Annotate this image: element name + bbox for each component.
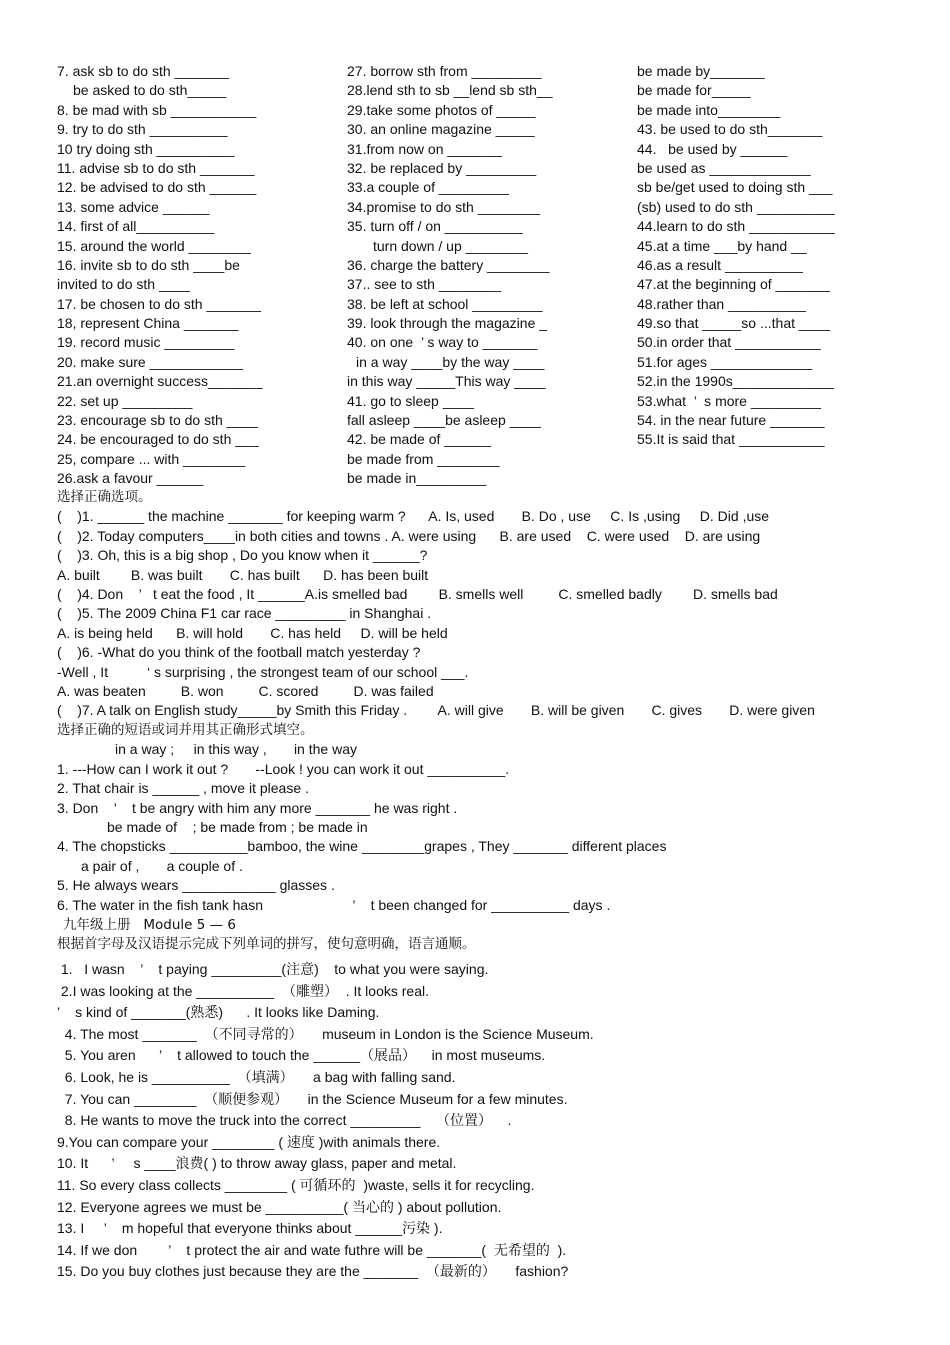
phrase-line: be asked to do sth_____ [73, 82, 227, 99]
section-heading: 选择正确的短语或词并用其正确形式填空。 [57, 722, 314, 738]
phrase-line: 28.lend sth to sb __lend sb sth__ [347, 82, 553, 99]
phrase-line: turn down / up ________ [373, 237, 528, 254]
phrase-line: 38. be left at school _________ [347, 295, 543, 312]
question-line: 15. Do you buy clothes just because they are the _______ （最新的） fashion? [57, 1263, 569, 1280]
question-line: ( )1. ______ the machine _______ for keeping warm ? A. Is, used B. Do , use C. Is ,using D. Did ,use [57, 508, 770, 525]
phrase-line: 45.at a time ___by hand __ [637, 237, 807, 254]
question-line: ’ s kind of _______(熟悉) . It looks like Daming. [57, 1004, 380, 1021]
phrase-line: 12. be advised to do sth ______ [57, 179, 257, 196]
options-line: A. built B. was built C. has built D. has been built [57, 566, 429, 583]
phrase-line: 35. turn off / on __________ [347, 218, 523, 235]
phrase-line: 17. be chosen to do sth _______ [57, 295, 261, 312]
question-line: 6. The water in the fish tank hasn ’ t been changed for __________ days . [57, 896, 611, 913]
option-phrases: a pair of , a couple of . [81, 857, 243, 874]
phrase-line: 24. be encouraged to do sth ___ [57, 431, 259, 448]
phrase-line: 26.ask a favour ______ [57, 470, 204, 487]
question-line: ( )7. A talk on English study_____by Smith this Friday . A. will give B. will be given C. gives D. were given [57, 702, 815, 719]
phrase-line: 23. encourage sb to do sth ____ [57, 412, 258, 429]
options-line: A. is being held B. will hold C. has held D. will be held [57, 624, 448, 641]
phrase-line: be made by_______ [637, 63, 765, 79]
phrase-line: 41. go to sleep ____ [347, 392, 474, 409]
phrase-line: 25, compare ... with ________ [57, 450, 246, 467]
phrase-line: 30. an online magazine _____ [347, 121, 535, 138]
phrase-line: 32. be replaced by _________ [347, 159, 537, 176]
question-line: ( )2. Today computers____in both cities and towns . A. were using B. are used C. were used D. are using [57, 527, 761, 544]
question-line: 1. ---How can I work it out ? --Look ! you can work it out __________. [57, 760, 510, 777]
phrase-column-1 [57, 62, 337, 489]
phrase-line: 52.in the 1990s_____________ [637, 373, 834, 390]
phrase-line: 50.in order that ___________ [637, 334, 821, 351]
question-line: 4. The most _______ （不同寻常的） museum in London is the Science Museum. [57, 1025, 594, 1042]
phrase-line: 9. try to do sth __________ [57, 121, 228, 138]
options-line: A. was beaten B. won C. scored D. was failed [57, 682, 434, 699]
phrase-line: 54. in the near future _______ [637, 412, 825, 429]
question-line: ( )4. Don ’ t eat the food , It ______A.is smelled bad B. smells well C. smelled badly D. smells bad [57, 585, 778, 602]
phrase-line: 16. invite sb to do sth ____be [57, 256, 240, 273]
question-line: -Well , It ‘ s surprising , the strongest team of our school ___. [57, 663, 469, 680]
phrase-line: be made for_____ [637, 82, 751, 99]
phrase-line: in this way _____This way ____ [347, 373, 546, 390]
phrase-line: be made from ________ [347, 450, 500, 467]
phrase-line: 36. charge the battery ________ [347, 256, 550, 273]
question-line: 5. He always wears ____________ glasses . [57, 877, 335, 894]
option-phrases: in a way ; in this way , in the way [115, 741, 357, 758]
phrase-line: 40. on one ’ s way to _______ [347, 334, 538, 351]
question-line: 2. That chair is ______ , move it please . [57, 780, 309, 797]
phrase-line: 31.from now on _______ [347, 140, 502, 157]
module-title: 九年级上册 Module 5 — 6 [63, 917, 237, 933]
phrase-line: 10 try doing sth __________ [57, 140, 235, 157]
phrase-line: 42. be made of ______ [347, 431, 492, 448]
question-line: 8. He wants to move the truck into the correct _________ （位置） . [57, 1112, 512, 1129]
phrase-line: 19. record music _________ [57, 334, 235, 351]
multiple-choice-section [57, 488, 917, 721]
section-instruction: 根据首字母及汉语提示完成下列单词的拼写，使句意明确，语言通顺。 [57, 936, 476, 953]
question-line: 2.I was looking at the __________ （雕塑） . It looks real. [57, 982, 429, 999]
phrase-line: 29.take some photos of _____ [347, 101, 536, 118]
phrase-column-3 [637, 62, 937, 450]
phrase-line: 46.as a result __________ [637, 256, 803, 273]
question-line: ( )3. Oh, this is a big shop , Do you know when it ______? [57, 547, 428, 564]
question-line: 13. I ’ m hopeful that everyone thinks about ______污染 ). [57, 1220, 443, 1237]
phrase-line: 33.a couple of _________ [347, 179, 509, 196]
phrase-line: 55.It is said that ___________ [637, 431, 825, 448]
phrase-line: 13. some advice ______ [57, 198, 210, 215]
phrase-line: be used as _____________ [637, 159, 811, 176]
question-line: ( )5. The 2009 China F1 car race _________ in Shanghai . [57, 605, 432, 622]
phrase-line: (sb) used to do sth __________ [637, 198, 835, 215]
question-line: 7. You can ________ （顺便参观） in the Science Museum for a few minutes. [57, 1090, 568, 1107]
question-line: 10. It ’ s ____浪费( ) to throw away glass, paper and metal. [57, 1155, 457, 1172]
option-phrases: be made of ; be made from ; be made in [107, 818, 368, 835]
phrase-line: 34.promise to do sth ________ [347, 198, 541, 215]
phrase-line: 44.learn to do sth ___________ [637, 218, 835, 235]
phrase-line: 15. around the world ________ [57, 237, 251, 254]
question-line: 6. Look, he is __________ （填满） a bag with falling sand. [57, 1068, 456, 1085]
section-heading: 选择正确选项。 [57, 489, 152, 505]
phrase-line: be made into________ [637, 101, 781, 118]
fill-phrase-section [57, 721, 917, 915]
question-line: 12. Everyone agrees we must be __________( 当心的 ) about pollution. [57, 1198, 502, 1215]
phrase-line: 7. ask sb to do sth _______ [57, 63, 230, 79]
phrase-line: 27. borrow sth from _________ [347, 63, 542, 79]
question-line: 11. So every class collects ________ ( 可循环的 )waste, sells it for recycling. [57, 1176, 535, 1193]
phrase-line: be made in_________ [347, 470, 487, 487]
phrase-line: invited to do sth ____ [57, 276, 191, 293]
phrase-column-2 [347, 62, 627, 489]
phrase-line: 47.at the beginning of _______ [637, 276, 831, 293]
question-line: ( )6. -What do you think of the football match yesterday ? [57, 644, 421, 661]
question-line: 9.You can compare your ________ ( 速度 )with animals there. [57, 1133, 441, 1150]
question-line: 4. The chopsticks __________bamboo, the wine ________grapes , They _______ different places [57, 838, 667, 855]
phrase-line: 8. be mad with sb ___________ [57, 101, 257, 118]
phrase-line: in a way ____by the way ____ [356, 353, 545, 370]
phrase-line: 39. look through the magazine _ [347, 315, 548, 332]
question-line: 14. If we don ’ t protect the air and wate futhre will be _______( 无希望的 ). [57, 1241, 567, 1258]
phrase-line: 22. set up _________ [57, 392, 193, 409]
phrase-line: sb be/get used to doing sth ___ [637, 179, 833, 196]
phrase-line: 21.an overnight success_______ [57, 373, 263, 390]
phrase-line: 43. be used to do sth_______ [637, 121, 823, 138]
phrase-line: 18, represent China _______ [57, 315, 239, 332]
module-section [57, 916, 917, 955]
question-line: 3. Don ’ t be angry with him any more _______ he was right . [57, 799, 458, 816]
phrase-line: fall asleep ____be asleep ____ [347, 412, 541, 429]
question-line: 5. You aren ’ t allowed to touch the ______（展品） in most museums. [57, 1047, 546, 1064]
phrase-line: 11. advise sb to do sth _______ [57, 159, 255, 176]
phrase-line: 51.for ages _____________ [637, 353, 813, 370]
phrase-line: 53.what ’ s more _________ [637, 392, 821, 409]
phrase-line: 48.rather than __________ [637, 295, 806, 312]
phrase-line: 44. be used by ______ [637, 140, 788, 157]
module-items [57, 959, 917, 1283]
phrase-line: 37.. see to sth ________ [347, 276, 502, 293]
question-line: 1. I wasn ’ t paying _________(注意) to what you were saying. [57, 961, 489, 977]
phrase-line: 49.so that _____so ...that ____ [637, 315, 831, 332]
phrase-line: 20. make sure ____________ [57, 353, 244, 370]
phrase-line: 14. first of all__________ [57, 218, 215, 235]
